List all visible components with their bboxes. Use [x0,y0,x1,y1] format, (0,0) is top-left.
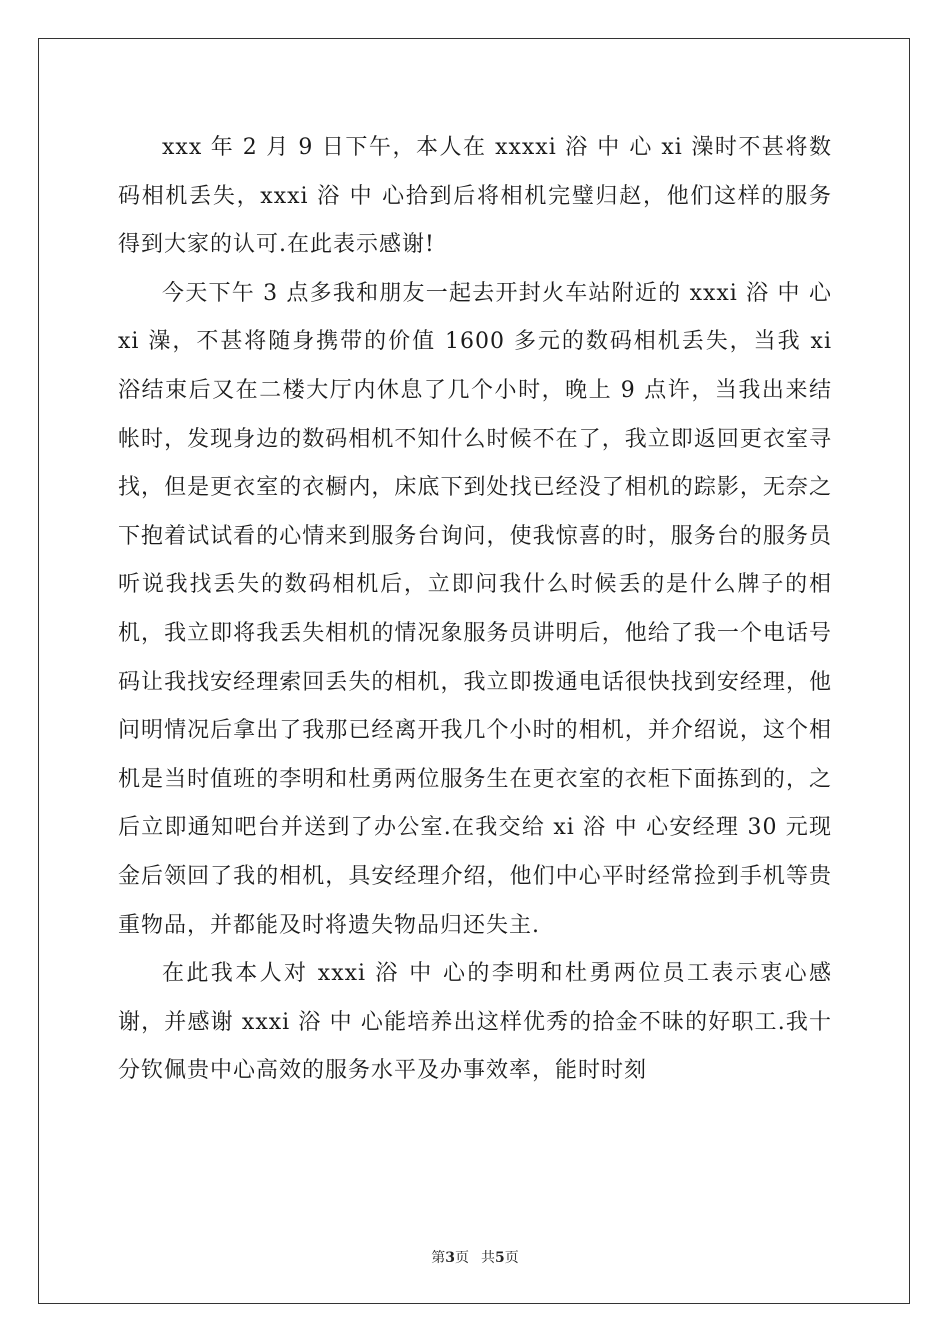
page-footer [0,1247,950,1267]
total-page-number: 5 [495,1250,505,1266]
page-prefix: 第 [431,1250,446,1266]
current-page-number: 3 [445,1250,455,1266]
paragraph-1: xxx 年 2 月 9 日下午，本人在 xxxxi 浴 中 心 xi 澡时不甚将数码相机丢失，xxxi 浴 中 心拾到后将相机完璧归赵，他们这样的服务得到大家的认可.在此表示感谢! [118,135,832,258]
page-suffix: 页 [455,1250,469,1266]
total-prefix: 共 [481,1250,495,1266]
document-body [118,124,832,1096]
total-suffix: 页 [504,1250,519,1266]
paragraph-2: 今天下午 3 点多我和朋友一起去开封火车站附近的 xxxi 浴 中 心 xi 澡，不甚将随身携带的价值 1600 多元的数码相机丢失，当我 xi 浴结束后又在二楼大厅内休息了几个小时，晚上 9 点许，当我出来结帐时，发现身边的数码相机不知什么时候不在了，我立即返回更衣室寻找，但是更衣室的衣橱内，床底下到处找已经没了相机的踪影，无奈之下抱着试试看的心情来到服务台询问，使我惊喜的时，服务台的服务员听说我找丢失的数码相机后，立即问我什么时候丢的是什么牌子的相机，我立即将我丢失相机的情况象服务员讲明后，他给了我一个电话号码让我找安经理索回丢失的相机，我立即拨通电话很快找到安经理，他问明情况后拿出了我那已经离开我几个小时的相机，并介绍说，这个相机是当时值班的李明和杜勇两位服务生在更衣室的衣柜下面拣到的，之后立即通知吧台并送到了办公室.在我交给 xi 浴 中 心安经理 30 元现金后领回了我的相机，具安经理介绍，他们中心平时经常捡到手机等贵重物品，并都能及时将遗失物品归还失主. [118,280,832,938]
paragraph-3: 在此我本人对 xxxi 浴 中 心的李明和杜勇两位员工表示衷心感谢，并感谢 xxxi 浴 中 心能培养出这样优秀的拾金不昧的好职工.我十分钦佩贵中心高效的服务水平及办事效率，能时时刻 [118,961,832,1084]
